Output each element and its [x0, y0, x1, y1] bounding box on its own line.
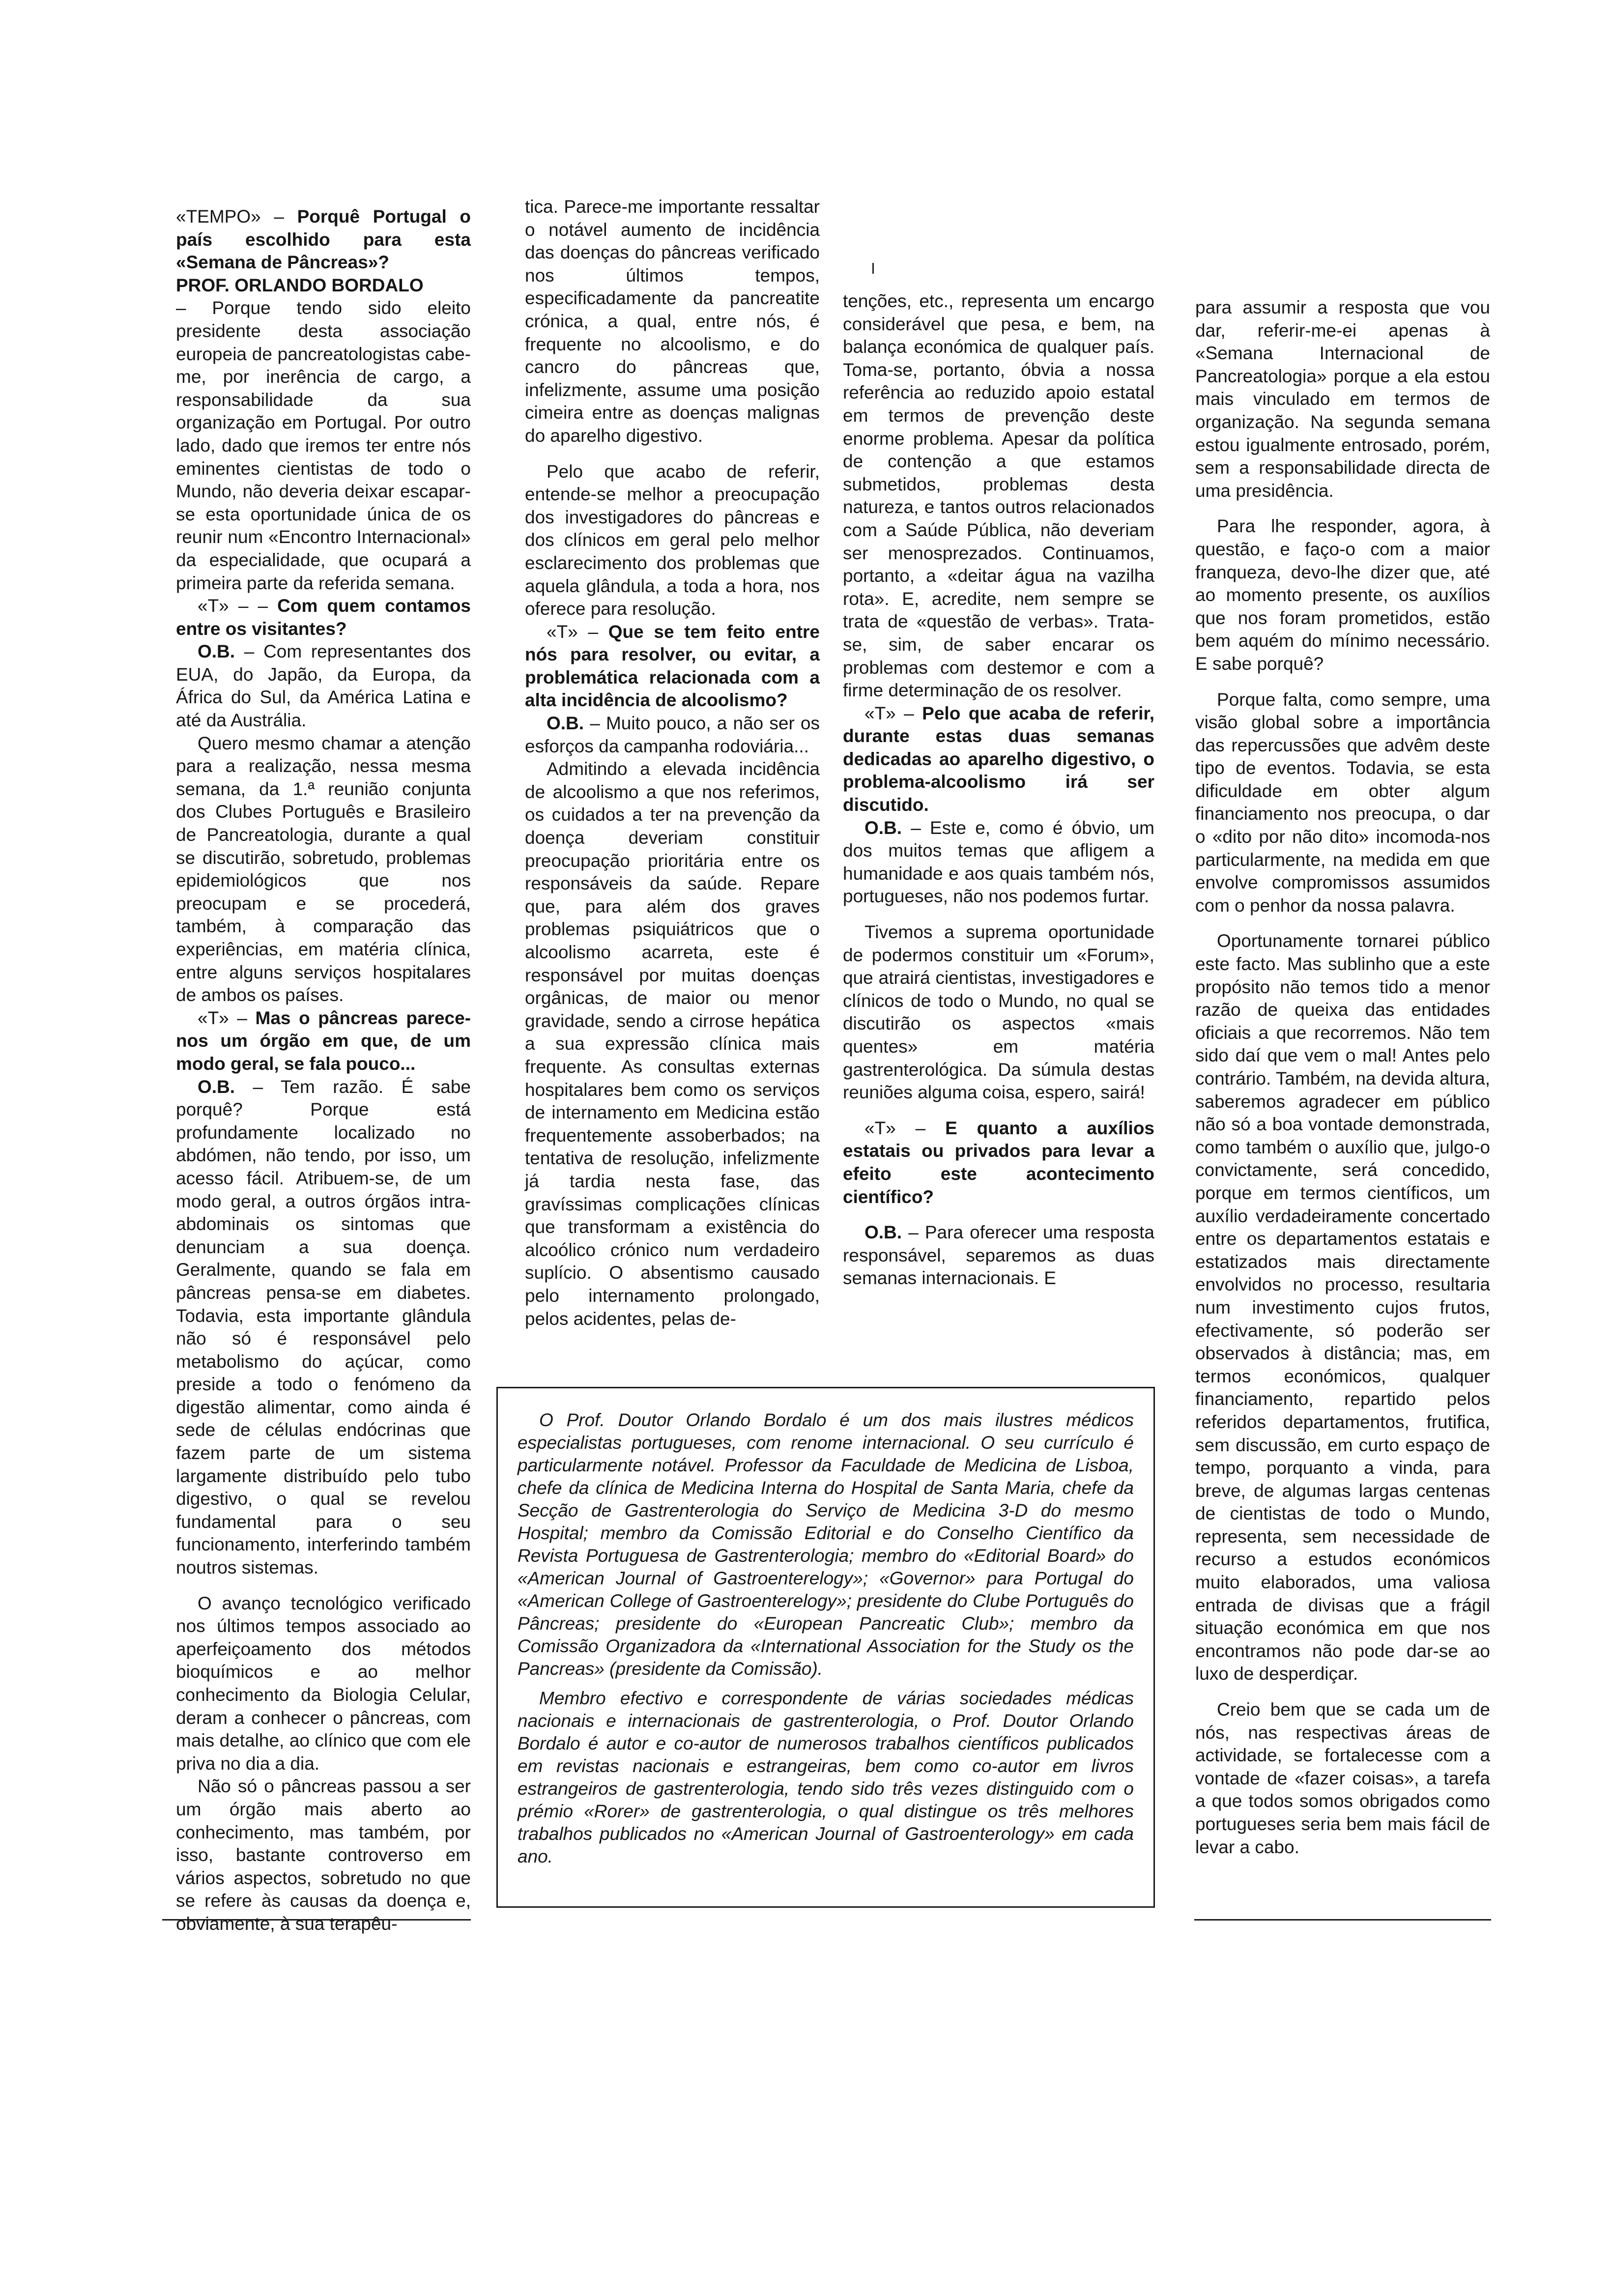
biography-paragraph: O Prof. Doutor Orlando Bordalo é um dos mais ilustres médicos especialistas portugueses, com renome internacional. O seu currículo é particularmente notável. Professor da Faculdade de Medicina de Lisboa, chefe da clínica de Medicina Interna do Hospital de Santa Maria, chefe da Secção de Gastrenterologia do Serviço de Medicina 3-D do mesmo Hospital; membro da Comissão Editorial e do Conselho Científico da Revista Portuguesa de Gastrenterologia; membro do «Editorial Board» do «American Journal of Gastroenterelogy»; «Governor» para Portugal do «American College of Gastroenterelogy»; presidente do Clube Português do Pâncreas; presidente do «European Pancreatic Club»; membro da Comissão Organizadora da «International Association for the Study os the Pancreas» (presidente da Comissão).: [518, 1410, 1134, 1679]
paragraph: Pelo que acabo de referir, entende-se melhor a preocupação dos investigadores do pâncreas e dos clínicos em geral pelo melhor esclarecimento dos problemas que aquela glândula, a toda a hora, nos oferece para resolução.: [525, 461, 820, 619]
column-end-rule: [1194, 1919, 1491, 1921]
question: «T» – E quanto a auxílios estatais ou privados para levar a efeito este acontecimento científico?: [843, 1118, 1154, 1207]
article-column-2: [525, 196, 820, 1385]
stray-mark: [872, 263, 874, 274]
paragraph: Oportunamente tornarei público este facto. Mas sublinho que a este propósito não temos tido a menor razão de queixa das entidades oficiais a que recorremos. Não tem sido daí que vem o mal! Antes pelo contrário. Também, na devida altura, saberemos agradecer em público não só a boa vontade demonstrada, como também o auxílio que, julgo-o convictamente, será concedido, porque em termos científicos, um auxílio verdadeiramente concertado entre os departamentos estatais e estatizados mais directamente envolvidos no processo, resultaria num investimento cujos frutos, efectivamente, só poderão ser observados à distância; mas, em termos económicos, qualquer financiamento, repartido pelos referidos departamentos, frutifica, sem discussão, em curto espaço de tempo, porquanto a vinda, para breve, de algumas largas centenas de cientistas de todo o Mundo, representa, sem necessidade de recurso a estudos económicos muito elaborados, uma valiosa entrada de divisas que a frágil situação económica em que nos encontramos não pode dar-se ao luxo de desperdiçar.: [1195, 931, 1490, 1684]
paragraph: O avanço tecnológico verificado nos últimos tempos associado ao aperfeiçoamento dos métodos bioquímicos e ao melhor conhecimento da Biologia Celular, deram a conhecer o pâncreas, com mais detalhe, ao clínico que com ele priva no dia a dia.: [176, 1593, 471, 1774]
answer: O.B. – Para oferecer uma resposta responsável, separemos as duas semanas internacionais. E: [843, 1222, 1154, 1289]
paragraph: Creio bem que se cada um de nós, nas respectivas áreas de actividade, se fortalecesse com a vontade de «fazer coisas», a tarefa a que todos somos obrigados como portugueses seria bem mais fácil de levar a cabo.: [1195, 1699, 1490, 1857]
answer-3: O.B. – Tem razão. É sabe porquê? Porque está profundamente localizado no abdómen, não tendo, por isso, um acesso fácil. Atribuem-se, de um modo geral, a outros órgãos intra-abdominais os sintomas que denunciam a sua doença. Geralmente, quando se fala em pâncreas pensa-se em diabetes. Todavia, esta importante glândula não só é responsável pelo metabolismo do açúcar, como preside a todo o fenómeno da digestão alimentar, como ainda é sede de células endócrinas que fazem parte de um sistema largamente distribuído pelo tubo digestivo, o qual se revelou fundamental para o seu funcionamento, interferindo também noutros sistemas.: [176, 1076, 471, 1578]
question-2: «T» – – Com quem contamos entre os visitantes?: [176, 596, 471, 639]
article-column-3: [843, 290, 1154, 1374]
paragraph: para assumir a resposta que vou dar, referir-me-ei apenas à «Semana Internacional de Pancreatologia» porque a ela estou mais vinculado em termos de organização. Na segunda semana estou igualmente entrosado, porém, sem a responsabilidade directa de uma presidência.: [1195, 297, 1490, 501]
article-column-1: [176, 205, 471, 1934]
paragraph: Para lhe responder, agora, à questão, e faço-o com a maior franqueza, devo-lhe dizer que, até ao momento presente, os auxílios que nos foram prometidos, estão bem aquém do mínimo necessário. E sabe porquê?: [1195, 516, 1490, 674]
paragraph: tenções, etc., representa um encargo considerável que pesa, e bem, na balança económica de qualquer país. Toma-se, portanto, óbvia a nossa referência ao reduzido apoio estatal em termos de prevenção deste enorme problema. Apesar da política de contenção a que estamos submetidos, problemas desta natureza, e tantos outros relacionados com a Saúde Pública, não deveriam ser menosprezados. Continuamos, portanto, a «deitar água na vazilha rota». E, acredite, nem sempre se trata de «questão de verbas». Trata-se, sim, de saber encarar os problemas com destemor e com a firme determinação de os resolver.: [843, 291, 1154, 701]
question: «T» – Pelo que acaba de referir, durante estas duas semanas dedicadas ao aparelho digestivo, o problema-alcoolismo irá ser discutido.: [843, 703, 1155, 815]
paragraph: Admitindo a elevada incidência de alcoolismo a que nos referimos, os cuidados a ter na prevenção da doença deveriam constituir preocupação prioritária entre os responsáveis da saúde. Repare que, para além dos graves problemas psiquiátricos que o alcoolismo acarreta, este é responsável por muitas doenças orgânicas, de maior ou menor gravidade, sendo a cirrose hepática a sua expressão clínica mais frequente. As consultas externas hospitalares bem como os serviços de internamento em Medicina estão frequentemente assoberbados; na tentativa de resolução, infelizmente já tardia nesta fase, das gravíssimas complicações clínicas que transformam a existência do alcoólico crónico num verdadeiro suplício. O absentismo causado pelo internamento prolongado, pelos acidentes, pelas de-: [525, 759, 820, 1329]
paragraph: Tivemos a suprema oportunidade de podermos constituir um «Forum», que atrairá cientistas, investigadores e clínicos de todo o Mundo, no qual se discutirão os aspectos «mais quentes» em matéria gastrenterológica. Da súmula destas reuniões alguma coisa, espero, sairá!: [843, 922, 1154, 1103]
question-3: «T» – Mas o pâncreas parece-nos um órgão em que, de um modo geral, se fala pouco...: [176, 1007, 471, 1074]
speaker-name: PROF. ORLANDO BORDALO: [176, 275, 424, 295]
answer-2: O.B. – Com representantes dos EUA, do Japão, da Europa, da África do Sul, da América Latina e até da Austrália.: [176, 641, 471, 731]
answer: O.B. – Muito pouco, a não ser os esforços da campanha rodoviária...: [525, 713, 820, 756]
paragraph: Não só o pâncreas passou a ser um órgão mais aberto ao conhecimento, mas também, por isso, bastante controverso em vários aspectos, sobretudo no que se refere às causas da doença e, obviamente, à sua terapêu-: [176, 1776, 471, 1934]
biography-paragraph: Membro efectivo e correspondente de várias sociedades médicas nacionais e internacionais de gastrenterologia, o Prof. Doutor Orlando Bordalo é autor e co-autor de numerosos trabalhos científicos publicados em revistas nacionais e estrangeiras, bem como co-autor em livros estrangeiros de gastrenterologia, tendo sido três vezes distinguido com o prémio «Rorer» de gastrenterologia, o qual distingue os três melhores trabalhos publicados no «American Journal of Gastroenterology» em cada ano.: [518, 1688, 1134, 1866]
answer: O.B. – Este e, como é óbvio, um dos muitos temas que afligem a humanidade e aos quais também nós, portugueses, não nos podemos furtar.: [843, 817, 1154, 907]
article-column-4: [1195, 296, 1490, 1908]
answer-1: – Porque tendo sido eleito presidente desta associação europeia de pancreatologistas cabe-me, por inerência de cargo, a responsabilidade da sua organização em Portugal. Por outro lado, dado que iremos ter entre nós eminentes cientistas de todo o Mundo, não deveria deixar escapar-se esta oportunidade única de os reunir num «Encontro Internacional» da especialidade, que ocupará a primeira parte da referida semana.: [176, 298, 471, 593]
paragraph: Porque falta, como sempre, uma visão global sobre a importância das repercussões que advêm deste tipo de eventos. Todavia, se esta dificuldade em obter algum financiamento nos preocupa, o dar o «dito por não dito» incomoda-nos particularmente, na medida em que envolve compromissos assumidos com o penhor da nossa palavra.: [1195, 689, 1490, 916]
question: «T» – Que se tem feito entre nós para resolver, ou evitar, a problemática relacionada com a alta incidência de alcoolismo?: [525, 621, 820, 711]
paragraph: Quero mesmo chamar a atenção para a realização, nessa mesma semana, da 1.ª reunião conjunta dos Clubes Português e Brasileiro de Pancreatologia, durante a qual se discutirão, sobretudo, problemas epidemiológicos que nos preocupam e se procederá, também, à comparação das experiências, em matéria clínica, entre alguns serviços hospitalares de ambos os países.: [176, 733, 471, 1005]
biography-box: [496, 1387, 1155, 1908]
question-1: «TEMPO» – Porquê Portugal o país escolhido para esta «Semana de Pâncreas»?: [176, 206, 471, 273]
paragraph: tica. Parece-me importante ressaltar o notável aumento de incidência das doenças do pâncreas verificado nos últimos tempos, especificadamente da pancreatite crónica, a qual, entre nós, é frequente no alcoolismo, e do cancro do pâncreas que, infelizmente, assume uma posição cimeira entre as doenças malignas do aparelho digestivo.: [525, 197, 820, 446]
column-end-rule: [162, 1919, 471, 1921]
